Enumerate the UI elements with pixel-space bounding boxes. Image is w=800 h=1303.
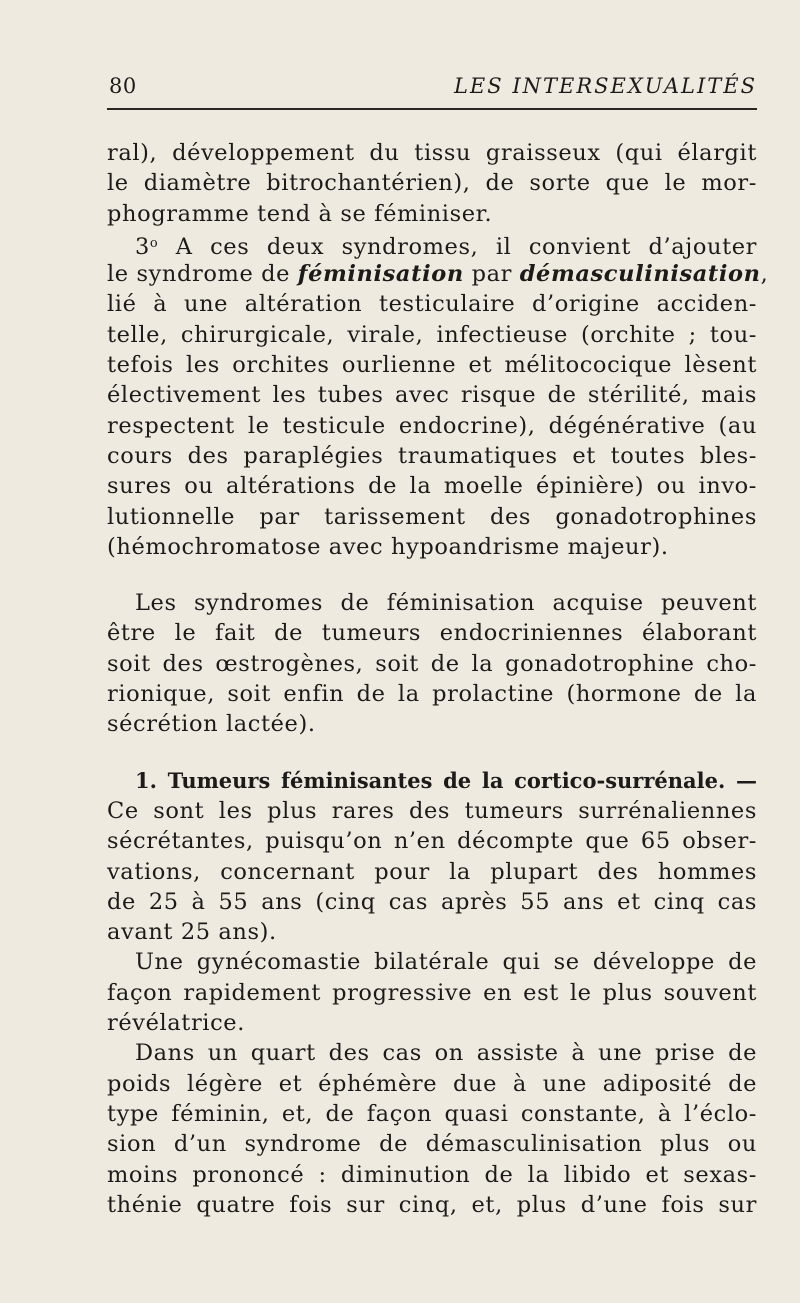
text-line: tefois les orchites ourlienne et mélitococique lèsent xyxy=(107,352,757,379)
text-line: Dans un quart des cas on assiste à une prise de xyxy=(135,1040,757,1067)
text-line: sécrétion lactée). xyxy=(107,711,316,738)
emphasis-term: démasculinisation xyxy=(519,261,761,288)
body-text xyxy=(107,138,769,1220)
text-line xyxy=(107,229,757,259)
list-number: 3 xyxy=(135,233,150,260)
text-line: (hémochromatose avec hypoandrisme majeur). xyxy=(107,533,669,560)
text-fragment: , xyxy=(760,261,769,288)
text-line: lié à une altération testiculaire d’origine acciden- xyxy=(107,291,757,318)
text-line: phogramme tend à se féminiser. xyxy=(107,200,493,227)
text-line: Une gynécomastie bilatérale qui se développe de xyxy=(135,949,757,976)
text-line: ral), développement du tissu graisseux (qui élargit xyxy=(107,140,757,166)
text-line: sion d’un syndrome de démasculinisation plus ou xyxy=(107,1131,757,1158)
text-line: rionique, soit enfin de la prolactine (hormone de la xyxy=(107,681,757,708)
text-line: avant 25 ans). xyxy=(107,919,277,946)
text-line: poids légère et éphémère due à une adiposité de xyxy=(107,1070,757,1097)
text-line: sécrétantes, puisqu’on n’en décompte que 65 obser- xyxy=(107,828,757,855)
section-heading: 1. Tumeurs féminisantes de la cortico-surrénale. — xyxy=(135,767,757,793)
text-line xyxy=(107,259,769,289)
page-number: 80 xyxy=(109,74,137,98)
text-line: Les syndromes de féminisation acquise peuvent xyxy=(135,590,757,617)
text-fragment: le syndrome de xyxy=(107,261,298,288)
text-line: respectent le testicule endocrine), dégénérative (au xyxy=(107,412,757,439)
text-line: de 25 à 55 ans (cinq cas après 55 ans et cinq cas xyxy=(107,888,757,915)
ordinal-superscript: o xyxy=(149,235,159,251)
text-line: Ce sont les plus rares des tumeurs surrénaliennes xyxy=(107,797,757,824)
emphasis-term: féminisation xyxy=(297,261,464,288)
text-line: révélatrice. xyxy=(107,1010,245,1037)
text-line: électivement les tubes avec risque de stérilité, mais xyxy=(107,382,757,409)
text-line: vations, concernant pour la plupart des hommes xyxy=(107,858,757,885)
text-fragment: par xyxy=(463,261,520,288)
text-line: lutionnelle par tarissement des gonadotrophines xyxy=(107,503,757,530)
text-line: façon rapidement progressive en est le plus souvent xyxy=(107,979,757,1006)
text-line: le diamètre bitrochantérien), de sorte que le mor- xyxy=(107,170,757,197)
text-line: être le fait de tumeurs endocriniennes élaborant xyxy=(107,620,757,647)
text-line: thénie quatre fois sur cinq, et, plus d’une fois sur xyxy=(107,1191,757,1218)
text-line: moins prononcé : diminution de la libido et sexas- xyxy=(107,1161,757,1188)
text-line: sures ou altérations de la moelle épinière) ou invo- xyxy=(107,473,757,500)
text-line: soit des œstrogènes, soit de la gonadotrophine cho- xyxy=(107,650,757,677)
text-line: cours des paraplégies traumatiques et toutes bles- xyxy=(107,442,757,469)
running-title: LES INTERSEXUALITÉS xyxy=(453,74,757,98)
paragraph-gap xyxy=(107,740,757,766)
running-header xyxy=(107,68,757,110)
text-line: type féminin, et, de façon quasi constante, à l’éclo- xyxy=(107,1100,757,1127)
paragraph-gap xyxy=(107,562,757,588)
text-fragment: A ces deux syndromes, il convient d’ajouter xyxy=(158,233,757,260)
text-line: telle, chirurgicale, virale, infectieuse (orchite ; tou- xyxy=(107,321,757,348)
